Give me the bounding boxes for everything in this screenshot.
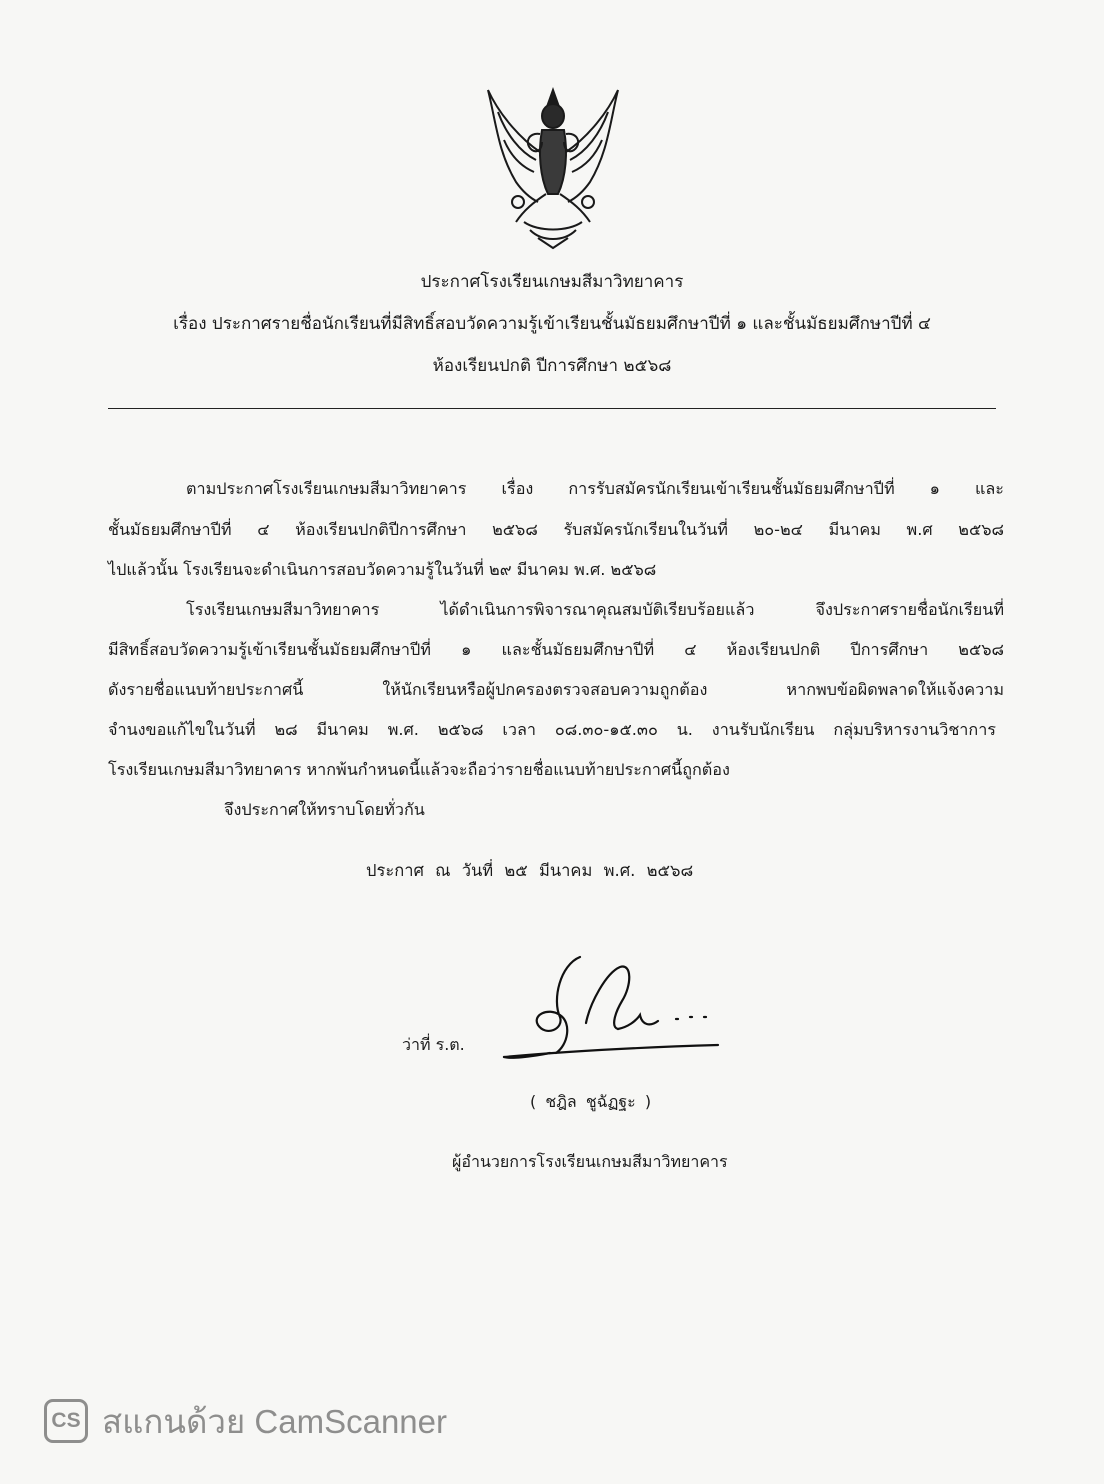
body-paragraph-2-line-5: โรงเรียนเกษมสีมาวิทยาคาร หากพ้นกำหนดนี้แล้วจะถือว่ารายชื่อแนบท้ายประกาศนี้ถูกต้อง <box>108 760 730 779</box>
garuda-emblem-icon <box>468 82 638 252</box>
body-paragraph-2-line-1: โรงเรียนเกษมสีมาวิทยาคาร ได้ดำเนินการพิจารณาคุณสมบัติเรียบร้อยแล้ว จึงประกาศรายชื่อนักเรียนที่ <box>186 600 1004 619</box>
handwritten-signature <box>490 945 730 1075</box>
body-paragraph-2-line-2: มีสิทธิ์สอบวัดความรู้เข้าเรียนชั้นมัธยมศึกษาปีที่ ๑ และชั้นมัธยมศึกษาปีที่ ๔ ห้องเรียนปกติ ปีการศึกษา ๒๕๖๘ <box>108 640 1004 659</box>
camscanner-watermark <box>44 1398 447 1444</box>
body-closing-line: จึงประกาศให้ทราบโดยทั่วกัน <box>224 800 425 819</box>
signatory-rank: ว่าที่ ร.ต. <box>402 1035 465 1054</box>
body-paragraph-1-line-3: ไปแล้วนั้น โรงเรียนจะดำเนินการสอบวัดความรู้ในวันที่ ๒๙ มีนาคม พ.ศ. ๒๕๖๘ <box>108 560 657 579</box>
announcement-date: ประกาศ ณ วันที่ ๒๕ มีนาคม พ.ศ. ๒๕๖๘ <box>366 861 694 880</box>
body-paragraph-1-line-2: ชั้นมัธยมศึกษาปีที่ ๔ ห้องเรียนปกติปีการศึกษา ๒๕๖๘ รับสมัครนักเรียนในวันที่ ๒๐-๒๔ มีนาคม พ.ศ ๒๕๖๘ <box>108 520 1004 539</box>
watermark-text: สแกนด้วย CamScanner <box>102 1402 448 1440</box>
announcement-subject-cont: ห้องเรียนปกติ ปีการศึกษา ๒๕๖๘ <box>432 356 672 376</box>
camscanner-logo-icon: CS <box>44 1399 88 1443</box>
header-divider <box>108 408 996 409</box>
body-paragraph-2-line-4: จำนงขอแก้ไขในวันที่ ๒๘ มีนาคม พ.ศ. ๒๕๖๘ เวลา ๐๘.๓๐-๑๕.๓๐ น. งานรับนักเรียน กลุ่มบริหารงานวิชาการ <box>108 720 996 739</box>
announcement-subject: เรื่อง ประกาศรายชื่อนักเรียนที่มีสิทธิ์สอบวัดความรู้เข้าเรียนชั้นมัธยมศึกษาปีที่ ๑ และชั้นมัธยมศึกษาปีที่ ๔ <box>173 314 931 334</box>
body-paragraph-1-line-1: ตามประกาศโรงเรียนเกษมสีมาวิทยาคาร เรื่อง การรับสมัครนักเรียนเข้าเรียนชั้นมัธยมศึกษาปีที่ ๑ และ <box>186 479 1004 498</box>
body-paragraph-2-line-3: ดังรายชื่อแนบท้ายประกาศนี้ ให้นักเรียนหรือผู้ปกครองตรวจสอบความถูกต้อง หากพบข้อผิดพลาดให้แจ้งความ <box>108 680 1004 699</box>
signatory-position: ผู้อำนวยการโรงเรียนเกษมสีมาวิทยาคาร <box>452 1152 728 1171</box>
announcement-title: ประกาศโรงเรียนเกษมสีมาวิทยาคาร <box>420 272 684 292</box>
signatory-name: ( ชฎิล ชูฉัฏฐะ ) <box>530 1092 652 1111</box>
